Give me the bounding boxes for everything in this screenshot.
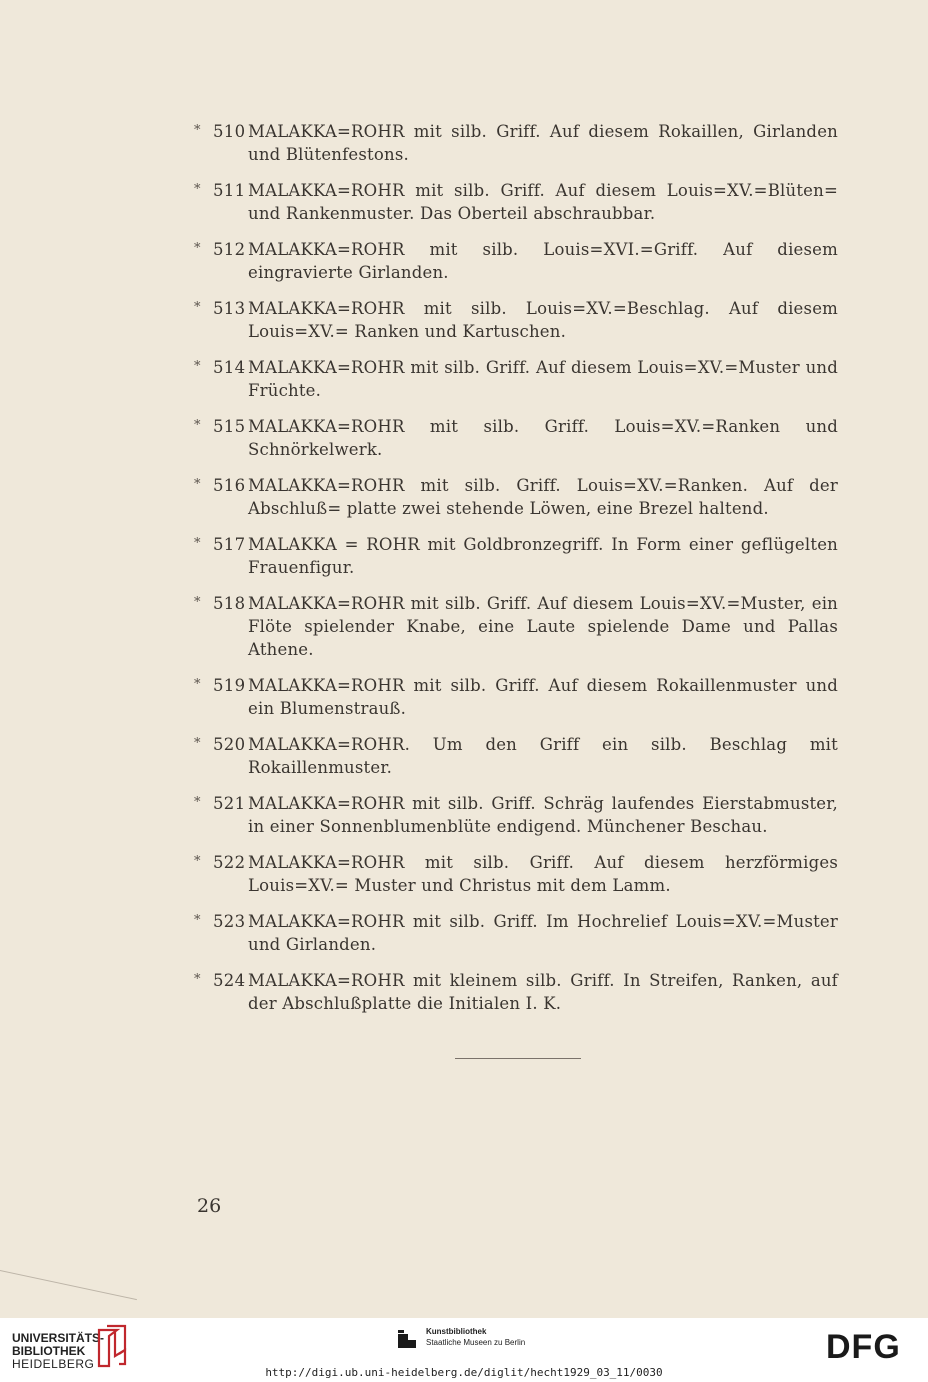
catalog-entry	[188, 415, 838, 461]
footer-bar	[0, 1318, 928, 1382]
entry-star: *	[194, 736, 201, 751]
entry-text: MALAKKA=ROHR mit silb. Griff. Auf diesem Louis=XV.=Blüten= und Rankenmuster. Das Oberteil abschraubbar.	[248, 181, 838, 223]
entry-text: MALAKKA=ROHR. Um den Griff ein silb. Beschlag mit Rokaillenmuster.	[248, 735, 838, 777]
scan-artifact-line	[0, 1270, 137, 1300]
entry-text: MALAKKA=ROHR mit kleinem silb. Griff. In Streifen, Ranken, auf der Abschlußplatte die Initialen I. K.	[248, 971, 838, 1013]
kb-subtitle: Staatliche Museen zu Berlin	[426, 1338, 526, 1347]
entry-text: MALAKKA=ROHR mit silb. Griff. Louis=XV.=Ranken und Schnörkelwerk.	[248, 417, 838, 459]
catalog-entry	[188, 969, 838, 1015]
entry-text: MALAKKA=ROHR mit silb. Griff. Auf diesem Rokaillen, Girlanden und Blütenfestons.	[248, 122, 838, 164]
entry-number: 510	[213, 122, 246, 141]
entry-number: 518	[213, 594, 246, 613]
entry-number: 520	[213, 735, 246, 754]
entry-number: 522	[213, 853, 246, 872]
entry-number: 521	[213, 794, 246, 813]
entry-star: *	[194, 913, 201, 928]
entry-text: MALAKKA=ROHR mit silb. Griff. Louis=XV.=Ranken. Auf der Abschluß= platte zwei stehende Löwen, eine Brezel haltend.	[248, 476, 838, 518]
entry-star: *	[194, 300, 201, 315]
catalog-entry	[188, 474, 838, 520]
entry-star: *	[194, 241, 201, 256]
catalog-entry	[188, 120, 838, 166]
catalog-entry	[188, 297, 838, 343]
catalog-entry	[188, 356, 838, 402]
catalog-entry	[188, 238, 838, 284]
entry-text: MALAKKA=ROHR mit silb. Griff. Schräg laufendes Eierstabmuster, in einer Sonnenblumenblüte endigend. Münchener Beschau.	[248, 794, 838, 836]
entry-star: *	[194, 477, 201, 492]
catalog-entry	[188, 792, 838, 838]
entry-number: 514	[213, 358, 246, 377]
catalog-entry	[188, 674, 838, 720]
section-divider	[455, 1058, 581, 1059]
library-name-line1: UNIVERSITÄTS-	[12, 1331, 105, 1345]
entry-number: 517	[213, 535, 246, 554]
entry-text: MALAKKA=ROHR mit silb. Griff. Auf diesem Louis=XV.=Muster, ein Flöte spielender Knabe, eine Laute spielende Dame und Pallas Athene.	[248, 594, 838, 659]
entry-star: *	[194, 536, 201, 551]
catalog-entries	[188, 120, 838, 1028]
entry-star: *	[194, 795, 201, 810]
catalog-entry	[188, 533, 838, 579]
kunstbibliothek-wordmark[interactable]	[426, 1326, 525, 1348]
entry-text: MALAKKA = ROHR mit Goldbronzegriff. In Form einer geflügelten Frauenfigur.	[248, 535, 838, 577]
entry-number: 523	[213, 912, 246, 931]
catalog-entry	[188, 179, 838, 225]
permalink-url[interactable]: http://digi.ub.uni-heidelberg.de/diglit/hecht1929_03_11/0030	[265, 1366, 663, 1379]
entry-number: 524	[213, 971, 246, 990]
kunstbibliothek-logo-icon[interactable]	[396, 1328, 418, 1350]
ub-heidelberg-logo-icon[interactable]	[95, 1324, 129, 1368]
library-name-line3: HEIDELBERG	[12, 1357, 95, 1371]
entry-text: MALAKKA=ROHR mit silb. Griff. Auf diesem Rokaillenmuster und ein Blumenstrauß.	[248, 676, 838, 718]
entry-text: MALAKKA=ROHR mit silb. Louis=XV.=Beschlag. Auf diesem Louis=XV.= Ranken und Kartuschen.	[248, 299, 838, 341]
entry-number: 513	[213, 299, 246, 318]
entry-number: 512	[213, 240, 246, 259]
entry-number: 519	[213, 676, 246, 695]
entry-text: MALAKKA=ROHR mit silb. Louis=XVI.=Griff. Auf diesem eingravierte Girlanden.	[248, 240, 838, 282]
entry-star: *	[194, 595, 201, 610]
entry-star: *	[194, 418, 201, 433]
catalog-entry	[188, 733, 838, 779]
entry-number: 511	[213, 181, 246, 200]
library-name-line2: BIBLIOTHEK	[12, 1344, 86, 1358]
entry-star: *	[194, 972, 201, 987]
entry-star: *	[194, 182, 201, 197]
entry-text: MALAKKA=ROHR mit silb. Griff. Auf diesem Louis=XV.=Muster und Früchte.	[248, 358, 838, 400]
kb-name: Kunstbibliothek	[426, 1327, 487, 1336]
entry-text: MALAKKA=ROHR mit silb. Griff. Im Hochrelief Louis=XV.=Muster und Girlanden.	[248, 912, 838, 954]
entry-star: *	[194, 359, 201, 374]
catalog-entry	[188, 910, 838, 956]
catalog-entry	[188, 592, 838, 661]
entry-star: *	[194, 123, 201, 138]
entry-text: MALAKKA=ROHR mit silb. Griff. Auf diesem herzförmiges Louis=XV.= Muster und Christus mit dem Lamm.	[248, 853, 838, 895]
entry-number: 516	[213, 476, 246, 495]
catalog-entry	[188, 851, 838, 897]
entry-star: *	[194, 854, 201, 869]
entry-number: 515	[213, 417, 246, 436]
dfg-logo[interactable]: DFG	[826, 1328, 901, 1366]
page-number: 26	[197, 1195, 222, 1217]
entry-star: *	[194, 677, 201, 692]
